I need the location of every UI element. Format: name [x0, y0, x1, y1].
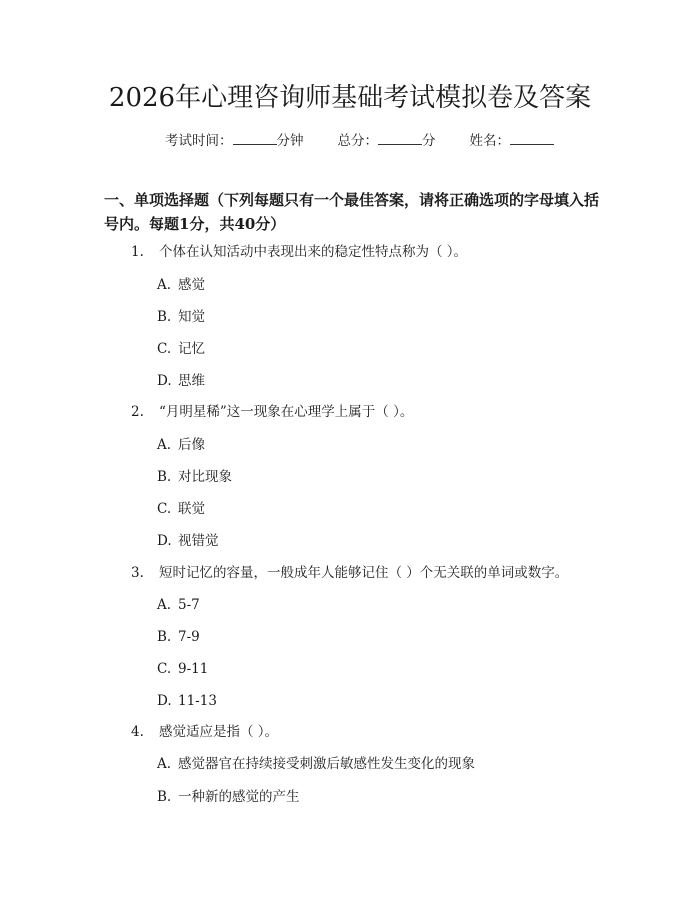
option-text: 5-7: [178, 597, 200, 613]
option-text: 感觉器官在持续接受刺激后敏感性发生变化的现象: [178, 756, 475, 772]
question-1-option-c: [157, 339, 205, 359]
question-2-option-c: [157, 499, 205, 519]
option-letter: C.: [157, 341, 172, 357]
option-text: 9-11: [178, 661, 209, 677]
question-text: 个体在认知活动中表现出来的稳定性特点称为（ ）。: [159, 244, 468, 260]
section-heading: 一、单项选择题（下列每题只有一个最佳答案，请将正确选项的字母填入括号内。每题1分，共40分）: [104, 191, 600, 233]
question-3-option-a: [157, 595, 200, 615]
question-4-option-b: [157, 787, 300, 807]
option-letter: B.: [157, 309, 172, 325]
question-1-option-a: [157, 275, 205, 295]
question-4-option-a: [157, 754, 475, 774]
option-letter: D.: [157, 533, 172, 549]
question-number: 4.: [131, 724, 144, 740]
question-3-option-b: [157, 627, 200, 647]
option-text: 视错觉: [178, 533, 219, 549]
total-score-blank: [378, 132, 422, 145]
question-3: [131, 563, 568, 583]
option-text: 后像: [178, 437, 205, 453]
name-blank: [510, 132, 554, 145]
question-text: 短时记忆的容量，一般成年人能够记住（ ）个无关联的单词或数字。: [159, 565, 569, 581]
option-text: 记忆: [178, 341, 205, 357]
question-2: [131, 402, 413, 422]
option-text: 思维: [178, 373, 205, 389]
option-text: 一种新的感觉的产生: [178, 789, 300, 805]
option-letter: A.: [157, 597, 172, 613]
option-letter: C.: [157, 661, 172, 677]
name-label: 姓名：: [469, 133, 510, 149]
option-text: 7-9: [178, 629, 200, 645]
option-text: 联觉: [178, 501, 205, 517]
option-text: 11-13: [178, 693, 217, 709]
exam-time-blank: [233, 132, 277, 145]
option-letter: B.: [157, 629, 172, 645]
exam-meta-line: [165, 131, 554, 151]
option-letter: C.: [157, 501, 172, 517]
option-letter: B.: [157, 789, 172, 805]
option-letter: A.: [157, 437, 172, 453]
option-letter: A.: [157, 277, 172, 293]
question-1-option-b: [157, 307, 205, 327]
exam-time-unit: 分钟: [276, 133, 304, 149]
question-number: 2.: [131, 404, 144, 420]
total-score-label: 总分：: [337, 133, 378, 149]
question-2-option-b: [157, 467, 232, 487]
question-1: [131, 242, 467, 262]
option-letter: D.: [157, 373, 172, 389]
question-2-option-a: [157, 435, 205, 455]
option-letter: B.: [157, 469, 172, 485]
question-4: [131, 722, 278, 742]
exam-time-label: 考试时间：: [165, 133, 233, 149]
total-score-unit: 分: [422, 133, 436, 149]
question-3-option-d: [157, 691, 217, 711]
question-number: 1.: [131, 244, 144, 260]
page-title: 2026年心理咨询师基础考试模拟卷及答案: [108, 83, 592, 113]
option-letter: D.: [157, 693, 172, 709]
option-text: 感觉: [178, 277, 205, 293]
question-number: 3.: [131, 565, 144, 581]
option-text: 知觉: [178, 309, 205, 325]
option-letter: A.: [157, 756, 172, 772]
question-3-option-c: [157, 659, 208, 679]
option-text: 对比现象: [178, 469, 232, 485]
question-text: 感觉适应是指（ ）。: [159, 724, 279, 740]
question-1-option-d: [157, 371, 205, 391]
question-2-option-d: [157, 531, 219, 551]
question-text: “月明星稀”这一现象在心理学上属于（ ）。: [159, 404, 414, 420]
